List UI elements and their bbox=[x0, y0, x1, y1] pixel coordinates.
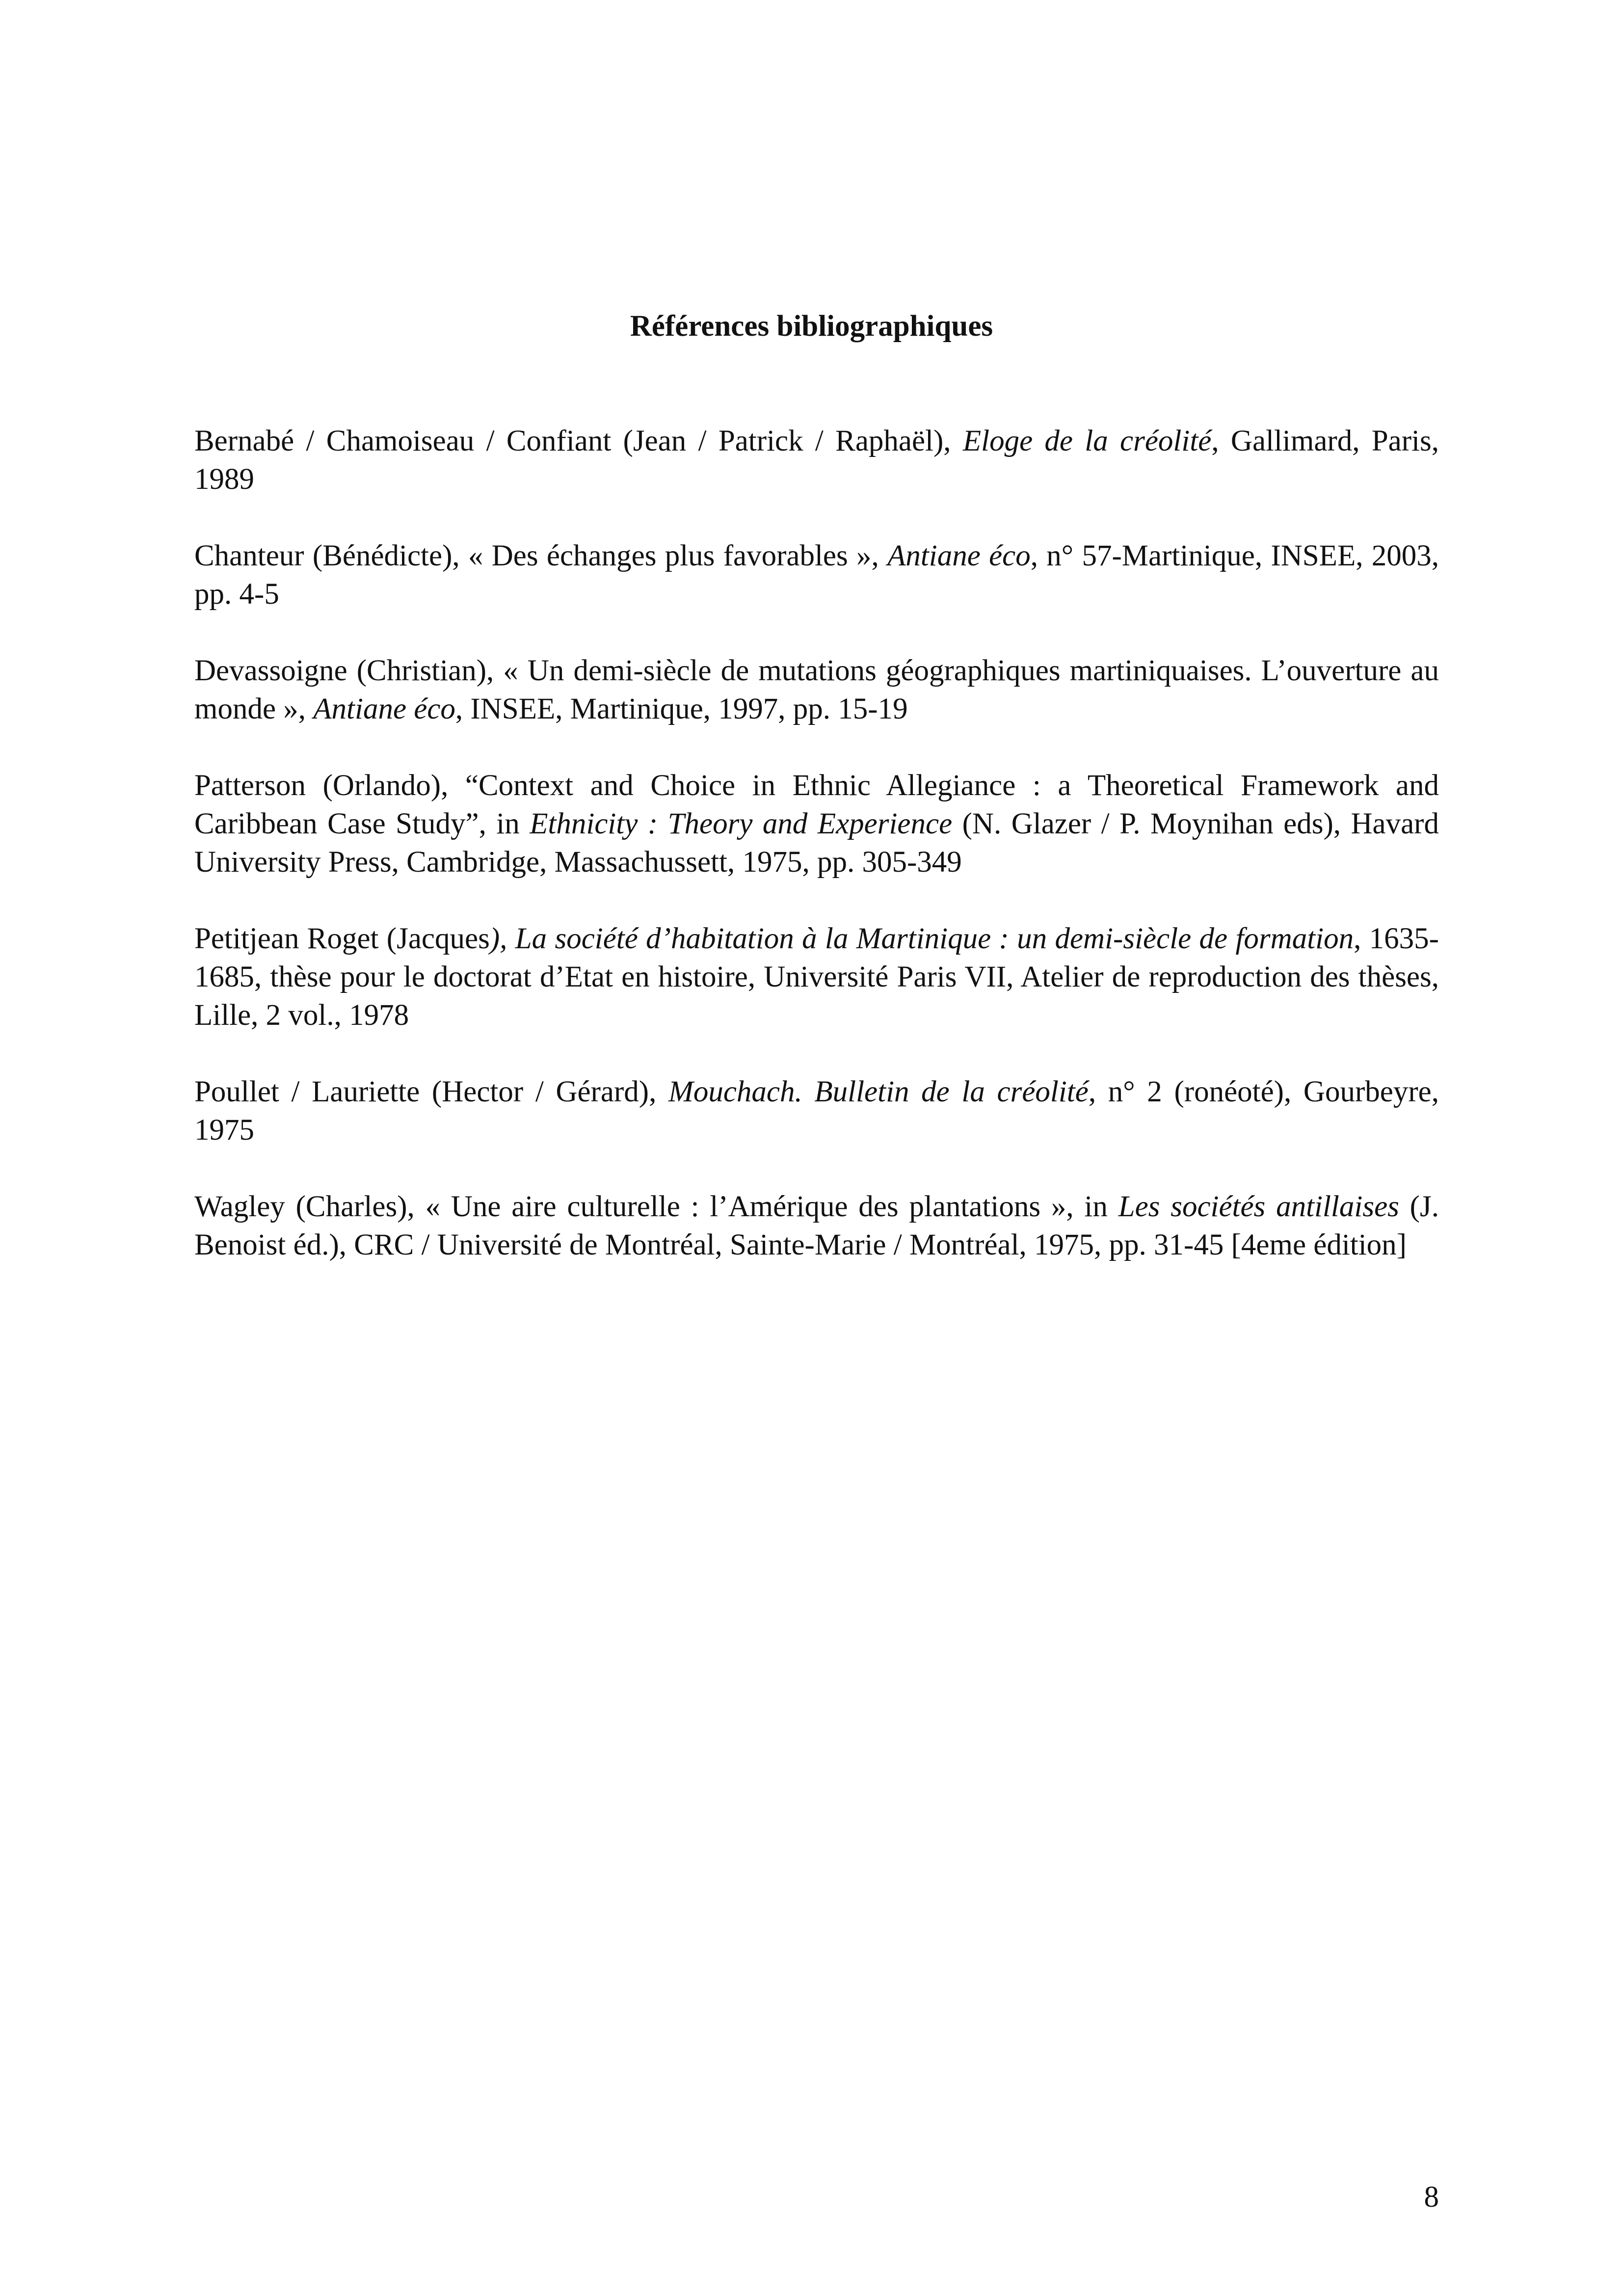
reference-entry-devassoigne bbox=[194, 652, 1439, 728]
reference-entry-patterson bbox=[194, 767, 1439, 881]
reference-title: Antiane éco bbox=[313, 693, 455, 725]
reference-title: ), La société d’habitation à la Martinique : un demi-siècle de formation bbox=[489, 922, 1354, 955]
page-title: Références bibliographiques bbox=[630, 310, 993, 343]
reference-details: , 1635-1685, thèse pour le doctorat d’Etat en histoire, Université Paris VII, Atelier de reproduction des thèses, Lille, 2 vol., 1978 bbox=[194, 922, 1439, 1032]
reference-details: , n° 57-Martinique, INSEE, 2003, pp. 4-5 bbox=[194, 539, 1439, 611]
reference-details: (N. Glazer / P. Moynihan eds), Havard University Press, Cambridge, Massachussett, 1975, pp. 305-349 bbox=[194, 807, 1439, 879]
reference-details: , n° 2 (ronéoté), Gourbeyre, 1975 bbox=[194, 1075, 1439, 1147]
reference-entry-bernabe bbox=[194, 422, 1439, 499]
reference-entry-poullet bbox=[194, 1073, 1439, 1149]
reference-entry-wagley bbox=[194, 1188, 1439, 1264]
reference-title: Antiane éco bbox=[887, 539, 1031, 572]
reference-list bbox=[194, 422, 1439, 1303]
page-number: 8 bbox=[1424, 2181, 1439, 2214]
reference-details: , Gallimard, Paris, 1989 bbox=[194, 425, 1439, 496]
reference-text: Wagley (Charles), « Une aire culturelle : l’Amérique des plantations », in bbox=[194, 1190, 1118, 1223]
reference-title: Les sociétés antillaises bbox=[1118, 1190, 1399, 1223]
reference-title: Eloge de la créolité bbox=[962, 425, 1212, 457]
reference-details: (J. Benoist éd.), CRC / Université de Montréal, Sainte-Marie / Montréal, 1975, pp. 31-45 [4eme édition] bbox=[194, 1190, 1439, 1261]
reference-entry-chanteur bbox=[194, 537, 1439, 614]
reference-title: Mouchach. Bulletin de la créolité bbox=[668, 1075, 1089, 1108]
reference-text: Poullet / Lauriette (Hector / Gérard), bbox=[194, 1075, 669, 1108]
reference-details: , INSEE, Martinique, 1997, pp. 15-19 bbox=[455, 693, 908, 725]
reference-text: Patterson (Orlando), “Context and Choice in Ethnic Allegiance : a Theoretical Framework and Caribbean Case Study”, in bbox=[194, 769, 1439, 840]
reference-text: Chanteur (Bénédicte), « Des échanges plus favorables », bbox=[194, 539, 888, 572]
reference-text: Petitjean Roget (Jacques bbox=[194, 922, 490, 955]
reference-text: Devassoigne (Christian), « Un demi-siècle de mutations géographiques martiniquaises. L’ouverture au monde », bbox=[194, 654, 1439, 725]
reference-text: Bernabé / Chamoiseau / Confiant (Jean / Patrick / Raphaël), bbox=[194, 425, 963, 457]
reference-entry-petitjean-roget bbox=[194, 920, 1439, 1035]
reference-title: Ethnicity : Theory and Experience bbox=[530, 807, 953, 840]
